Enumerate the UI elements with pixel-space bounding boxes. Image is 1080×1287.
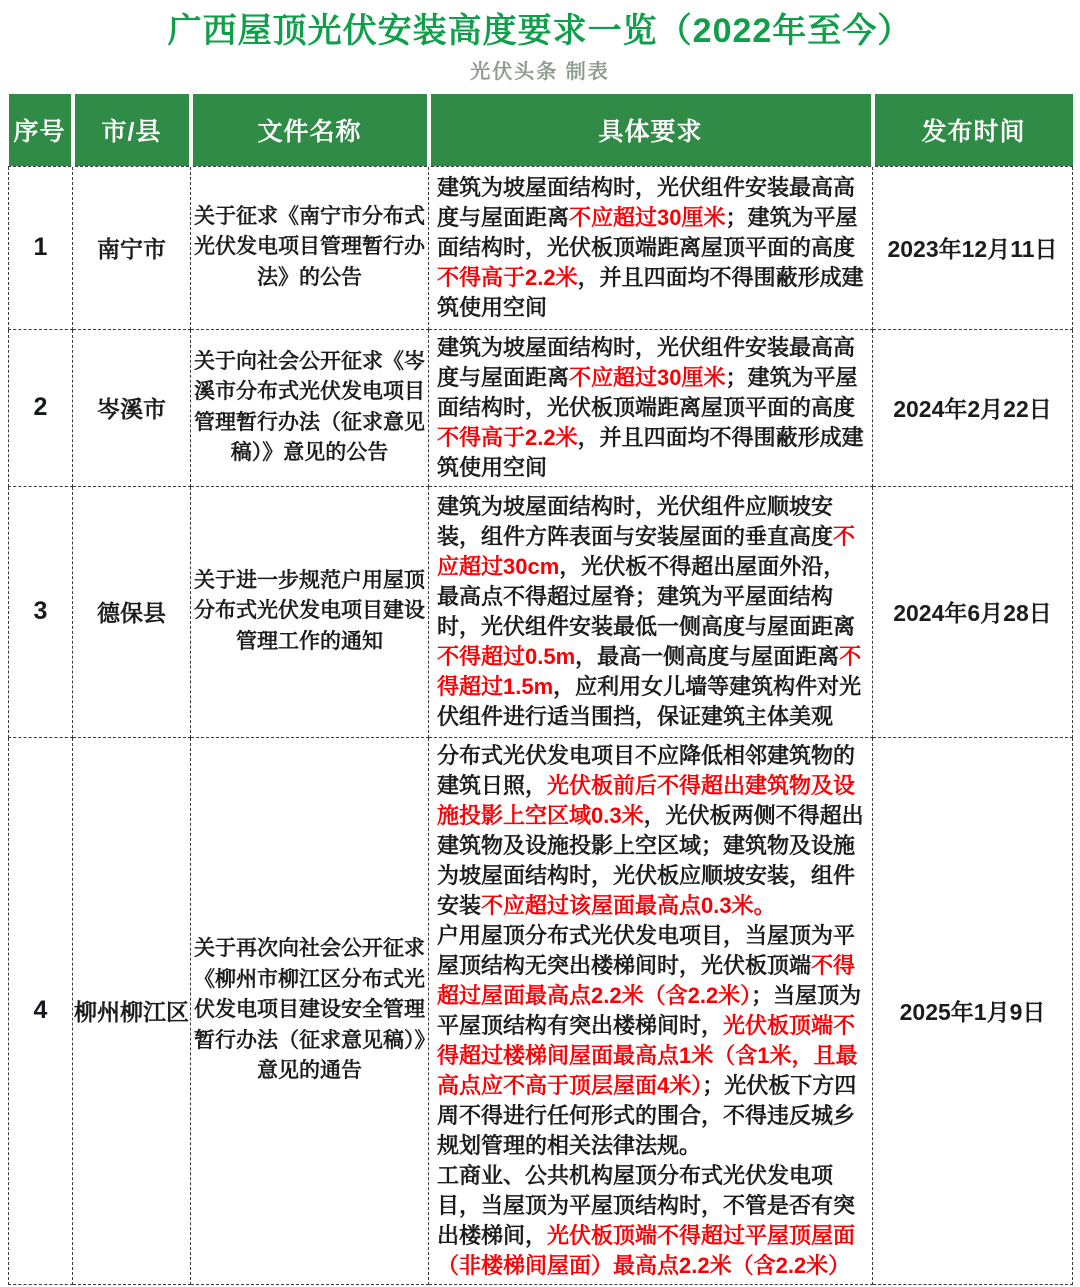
requirement-highlight: 不应超过该屋面最高点0.3米。 — [481, 892, 776, 918]
requirement-text: ，光伏板两侧不得超出建筑物及设施投影上空区域；建筑物及设施为坡屋面结构时，光伏板应顺坡安装，组件安装 — [437, 802, 864, 918]
requirement-text: ，并且四面均不得围蔽形成建筑使用空间 — [437, 264, 864, 320]
table-row — [9, 486, 1073, 737]
requirement-text: ；光伏板下方四周不得进行任何形式的围合，不得违反城乡规划管理的相关法律法规。 — [437, 1072, 857, 1158]
table-row — [9, 166, 1073, 329]
requirement-text: 建筑为坡屋面结构时，光伏组件应顺坡安装，组件方阵表面与安装屋面的垂直高度 — [437, 493, 834, 549]
column-header-no: 序号 — [9, 94, 73, 167]
row-number-cell: 2 — [9, 329, 73, 486]
table-header — [9, 94, 1073, 167]
requirements-cell — [429, 166, 873, 329]
requirements-table — [8, 94, 1073, 1285]
column-header-requirements: 具体要求 — [429, 94, 873, 167]
requirement-text: 建筑为坡屋面结构时，光伏组件安装最高高度与屋面距离 — [437, 334, 856, 390]
requirement-text: 工商业、公共机构屋顶分布式光伏发电项目，当屋顶为平屋顶结构时，不管是否有突出楼梯间， — [437, 1162, 856, 1248]
requirements-cell — [429, 329, 873, 486]
region-cell: 岑溪市 — [73, 329, 191, 486]
region-cell: 南宁市 — [73, 166, 191, 329]
requirement-highlight: 不得超过1.5m — [437, 643, 862, 699]
requirement-paragraph — [437, 333, 864, 483]
requirement-highlight: 光伏板顶端不得超过楼梯间屋面最高点1米（含1米，且最高点应不高于顶层屋面4米） — [437, 1012, 858, 1098]
document-name-cell: 关于再次向社会公开征求《柳州市柳江区分布式光伏发电项目建设安全管理暂行办法（征求意见稿）》意见的通告 — [191, 737, 429, 1284]
row-number-cell: 4 — [9, 737, 73, 1284]
requirement-highlight: 光伏板前后不得超出建筑物及设施投影上空区域0.3米 — [437, 772, 856, 828]
requirement-paragraph — [437, 741, 864, 921]
requirement-text: 建筑为坡屋面结构时，光伏组件安装最高高度与屋面距离 — [437, 174, 856, 230]
requirement-text: ，最高一侧高度与屋面距离 — [575, 643, 840, 669]
region-cell: 柳州柳江区 — [73, 737, 191, 1284]
requirement-text: ；当屋顶为平屋顶结构有突出楼梯间时， — [437, 982, 862, 1038]
table-body — [9, 166, 1073, 1284]
requirement-highlight: 光伏板顶端不得超过平屋顶屋面（非楼梯间屋面）最高点2.2米（含2.2米） — [437, 1222, 856, 1278]
publish-date-cell: 2024年6月28日 — [873, 486, 1073, 737]
requirement-paragraph — [437, 1161, 864, 1281]
requirement-text: 户用屋顶分布式光伏发电项目，当屋顶为平屋顶结构无突出楼梯间时，光伏板顶端 — [437, 922, 856, 978]
requirement-text: ；建筑为平屋面结构时，光伏板顶端距离屋顶平面的高度 — [437, 364, 858, 420]
document-name-cell: 关于进一步规范户用屋顶分布式光伏发电项目建设管理工作的通知 — [191, 486, 429, 737]
requirement-text: ；建筑为平屋面结构时，光伏板顶端距离屋顶平面的高度 — [437, 204, 858, 260]
requirements-cell — [429, 486, 873, 737]
requirement-text: 分布式光伏发电项目不应降低相邻建筑物的建筑日照， — [437, 742, 856, 798]
requirement-highlight: 不应超过30厘米 — [569, 364, 726, 390]
table-row — [9, 329, 1073, 486]
requirements-cell — [429, 737, 873, 1284]
page-title: 广西屋顶光伏安装高度要求一览（2022年至今） — [167, 12, 913, 50]
region-cell: 德保县 — [73, 486, 191, 737]
row-number-cell: 1 — [9, 166, 73, 329]
requirement-highlight: 不应超过30厘米 — [569, 204, 726, 230]
requirement-text: ，应利用女儿墙等建筑构件对光伏组件进行适当围挡，保证建筑主体美观 — [437, 673, 862, 729]
requirement-highlight: 不得高于2.2米 — [437, 424, 578, 450]
requirement-text: ，光伏板不得超出屋面外沿，最高点不得超过屋脊；建筑为平屋面结构时，光伏组件安装最低一侧高度与屋面距离 — [437, 553, 856, 639]
requirement-highlight: 不得高于2.2米 — [437, 264, 578, 290]
requirement-text: ，并且四面均不得围蔽形成建筑使用空间 — [437, 424, 864, 480]
column-header-document: 文件名称 — [191, 94, 429, 167]
document-name-cell: 关于向社会公开征求《岑溪市分布式光伏发电项目管理暂行办法（征求意见稿）》意见的公告 — [191, 329, 429, 486]
column-header-date: 发布时间 — [873, 94, 1073, 167]
header-row — [9, 94, 1073, 167]
publish-date-cell: 2023年12月11日 — [873, 166, 1073, 329]
table-row — [9, 737, 1073, 1284]
column-header-region: 市/县 — [73, 94, 191, 167]
publish-date-cell: 2025年1月9日 — [873, 737, 1073, 1284]
requirement-paragraph — [437, 173, 864, 323]
requirement-highlight: 不应超过30cm — [437, 523, 856, 579]
requirement-highlight: 不得超过0.5m — [437, 643, 576, 669]
requirement-paragraph — [437, 921, 864, 1161]
document-name-cell: 关于征求《南宁市分布式光伏发电项目管理暂行办法》的公告 — [191, 166, 429, 329]
requirement-highlight: 不得超过屋面最高点2.2米（含2.2米） — [437, 952, 856, 1008]
row-number-cell: 3 — [9, 486, 73, 737]
publish-date-cell: 2024年2月22日 — [873, 329, 1073, 486]
credit-line: 光伏头条 制表 — [470, 60, 610, 83]
requirement-paragraph — [437, 492, 864, 732]
